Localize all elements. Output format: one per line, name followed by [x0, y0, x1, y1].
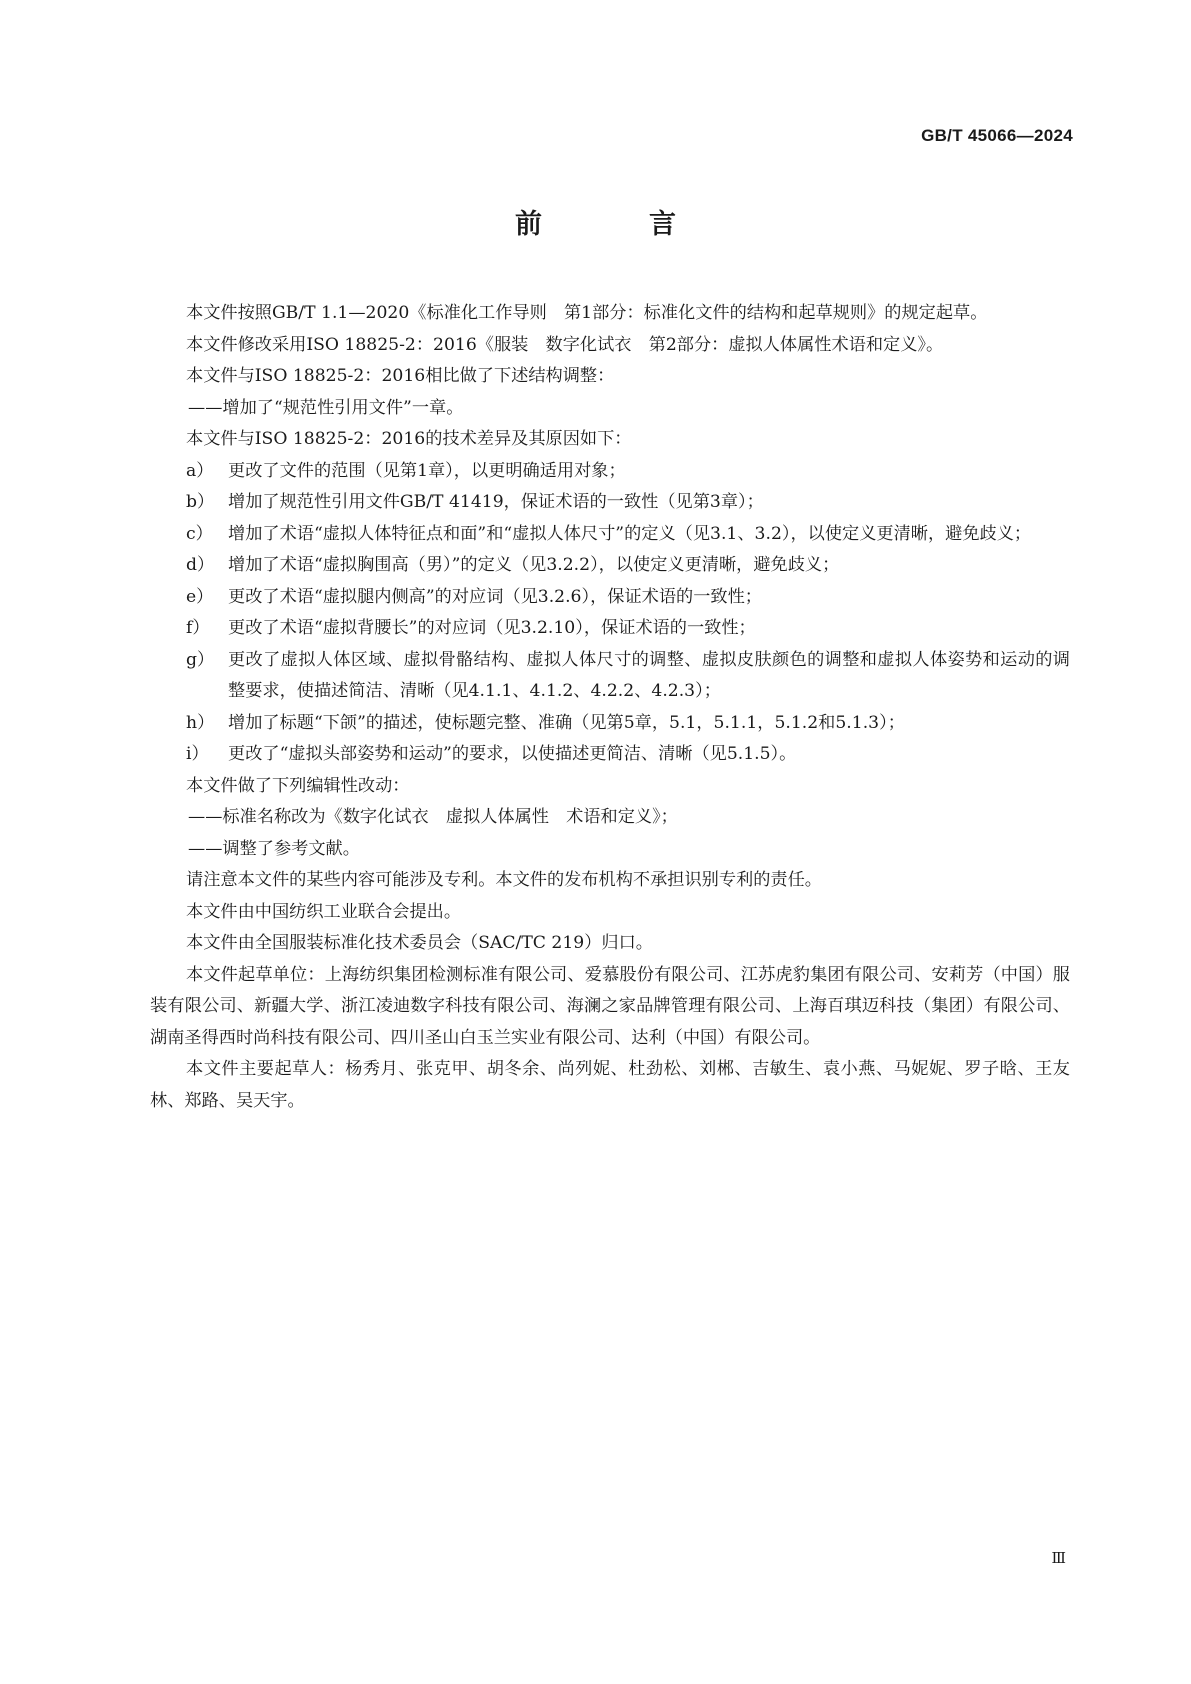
paragraph-patent-notice: 请注意本文件的某些内容可能涉及专利。本文件的发布机构不承担识别专利的责任。 [186, 870, 822, 890]
page-number: Ⅲ [1051, 1551, 1066, 1567]
paragraph-adoption: 本文件修改采用ISO 18825-2：2016《服装 数字化试衣 第2部分：虚拟人体属性术语和定义》。 [186, 334, 944, 355]
foreword-body [150, 298, 1070, 1117]
paragraph-structure-changes: 本文件与ISO 18825-2：2016相比做了下述结构调整： [186, 366, 615, 386]
difference-item-f [186, 613, 1070, 645]
item-label: c） [186, 523, 213, 544]
item-label: a） [186, 460, 214, 481]
paragraph-drafting-rules: 本文件按照GB/T 1.1—2020《标准化工作导则 第1部分：标准化文件的结构和起草规则》的规定起草。 [186, 303, 988, 323]
item-text: 增加了标题“下颌”的描述，使标题完整、准确（见第5章，5.1，5.1.1，5.1.2和5.1.3）； [228, 712, 905, 733]
item-text: 更改了术语“虚拟背腰长”的对应词（见3.2.10），保证术语的一致性； [228, 618, 756, 638]
item-text: 增加了术语“虚拟胸围高（男）”的定义（见3.2.2），以使定义更清晰，避免歧义； [228, 555, 840, 575]
paragraph-drafting-units: 本文件起草单位：上海纺织集团检测标准有限公司、爱慕股份有限公司、江苏虎豹集团有限公司、安莉芳（中国）服装有限公司、新疆大学、浙江凌迪数字科技有限公司、海澜之家品牌管理有限公司、上海百琪迈科技（集团）有限公司、湖南圣得西时尚科技有限公司、四川圣山白玉兰实业有限公司、达利（中国）有限公司。 [150, 964, 1070, 1048]
difference-item-d [186, 550, 1070, 582]
item-text: 更改了虚拟人体区域、虚拟骨骼结构、虚拟人体尺寸的调整、虚拟皮肤颜色的调整和虚拟人体姿势和运动的调整要求，使描述简洁、清晰（见4.1.1、4.1.2、4.2.2、4.2.3）； [228, 649, 1070, 701]
difference-item-g [186, 645, 1070, 708]
paragraph-technical-differences: 本文件与ISO 18825-2：2016的技术差异及其原因如下： [186, 429, 632, 449]
item-label: g） [186, 649, 215, 670]
item-label: f） [186, 618, 210, 638]
item-label: h） [186, 712, 215, 733]
difference-item-e [186, 582, 1070, 614]
difference-item-h [186, 708, 1070, 740]
difference-item-a [186, 456, 1070, 488]
paragraph-committee: 本文件由全国服装标准化技术委员会（SAC/TC 219）归口。 [186, 933, 653, 953]
paragraph-drafters: 本文件主要起草人：杨秀月、张克甲、胡冬余、尚列妮、杜劲松、刘郴、吉敏生、袁小燕、马妮妮、罗子晗、王友林、郑路、吴天宇。 [150, 1059, 1070, 1111]
structure-change-item: ——增加了“规范性引用文件”一章。 [188, 397, 464, 418]
standard-number: GB/T 45066—2024 [921, 126, 1073, 145]
difference-item-c [186, 519, 1070, 551]
item-label: i） [186, 744, 209, 764]
item-text: 更改了“虚拟头部姿势和运动”的要求，以使描述更简洁、清晰（见5.1.5）。 [228, 744, 797, 764]
item-label: b） [186, 492, 215, 512]
item-label: d） [186, 555, 215, 575]
editorial-change-item: ——调整了参考文献。 [188, 838, 360, 859]
item-text: 更改了术语“虚拟腿内侧高”的对应词（见3.2.6），保证术语的一致性； [228, 586, 762, 607]
paragraph-editorial-changes: 本文件做了下列编辑性改动： [186, 775, 410, 796]
item-label: e） [186, 586, 214, 607]
item-text: 增加了规范性引用文件GB/T 41419，保证术语的一致性（见第3章）； [228, 492, 764, 512]
item-text: 增加了术语“虚拟人体特征点和面”和“虚拟人体尺寸”的定义（见3.1、3.2），以使定义更清晰，避免歧义； [228, 523, 1032, 544]
item-text: 更改了文件的范围（见第1章），以更明确适用对象； [228, 460, 626, 481]
difference-item-b [186, 487, 1070, 519]
paragraph-proposer: 本文件由中国纺织工业联合会提出。 [186, 901, 462, 922]
editorial-change-item: ——标准名称改为《数字化试衣 虚拟人体属性 术语和定义》； [188, 807, 678, 827]
difference-item-i [186, 739, 1070, 771]
page-title: 前 言 [515, 209, 716, 240]
